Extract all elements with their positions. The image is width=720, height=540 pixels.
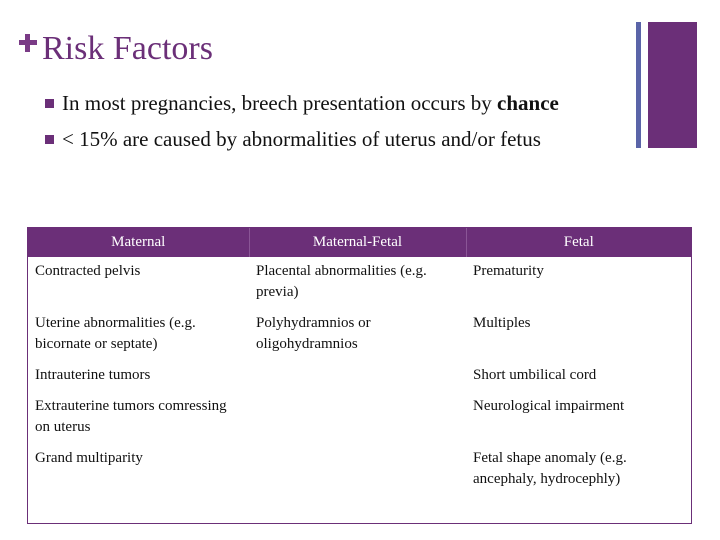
bullet-emphasis: chance: [497, 91, 559, 115]
bullet-item: [45, 126, 615, 152]
table-cell: Placental abnormalities (e.g. previa): [256, 263, 427, 300]
bullet-text: < 15% are caused by abnormalities of uterus and/or fetus: [62, 127, 541, 151]
bullet-square-icon: [45, 99, 54, 108]
table-cell: [249, 392, 466, 444]
table-cell: Neurological impairment: [473, 398, 625, 414]
column-header-maternal: Maternal: [28, 228, 249, 257]
table-row: [28, 361, 691, 392]
table-cell: Prematurity: [473, 263, 544, 279]
bullet-list: [45, 90, 615, 162]
table-cell: Short umbilical cord: [473, 367, 597, 383]
bullet-text: In most pregnancies, breech presentation occurs by: [62, 91, 498, 115]
table-cell: Contracted pelvis: [35, 263, 141, 279]
table: [28, 228, 691, 496]
table-cell: [249, 361, 466, 392]
table-cell: Intrauterine tumors: [35, 367, 151, 383]
plus-icon: [19, 34, 37, 52]
slide-title: Risk Factors: [42, 30, 213, 67]
table-cell: Polyhydramnios or oligohydramnios: [256, 315, 371, 352]
decorative-bar-thick: [648, 22, 697, 148]
table-cell: Multiples: [473, 315, 531, 331]
table-row: [28, 309, 691, 361]
table-cell: Extrauterine tumors comressing on uterus: [35, 398, 227, 435]
table-cell: Fetal shape anomaly (e.g. ancephaly, hydrocephly): [473, 450, 627, 487]
bullet-item: [45, 90, 615, 116]
column-header-maternal-fetal: Maternal-Fetal: [249, 228, 466, 257]
table-row: [28, 257, 691, 309]
column-header-fetal: Fetal: [466, 228, 691, 257]
table-cell: [249, 444, 466, 496]
bullet-square-icon: [45, 135, 54, 144]
table-cell: Uterine abnormalities (e.g. bicornate or septate): [35, 315, 196, 352]
table-row: [28, 392, 691, 444]
risk-factor-table: [27, 227, 692, 524]
table-row: [28, 444, 691, 496]
table-header-row: [28, 228, 691, 257]
decorative-bar-thin: [636, 22, 641, 148]
table-cell: Grand multiparity: [35, 450, 143, 466]
